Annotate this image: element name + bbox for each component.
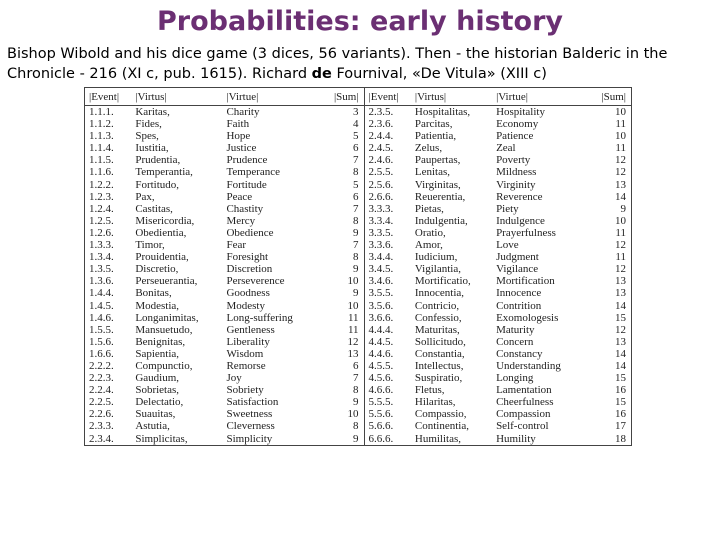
- cell-virtue: Modesty: [226, 299, 265, 312]
- table-row: [85, 142, 632, 154]
- cell-sum: 9: [353, 226, 359, 239]
- table-row: [85, 336, 632, 348]
- table-row: [85, 106, 632, 119]
- cell-sum: 11: [585, 251, 631, 263]
- cell-virtue: Faith: [226, 118, 250, 131]
- cell-event: 1.4.4.: [85, 287, 132, 299]
- cell-sum: 8: [353, 166, 359, 179]
- cell-event: 3.5.6.: [364, 300, 411, 312]
- cell-virtue: Fear: [226, 239, 247, 252]
- cell-sum: 12: [585, 324, 631, 336]
- cell-event: 2.4.5.: [364, 142, 411, 154]
- cell-virtue: Cleverness: [226, 420, 275, 433]
- cell-virtue: Joy: [226, 372, 242, 385]
- cell-sum: 9: [318, 433, 364, 446]
- cell-virtue: Mildness: [496, 166, 537, 179]
- cell-virtue: Concern: [496, 335, 534, 348]
- column-header-sum-right: |Sum|: [585, 88, 631, 106]
- cell-event: 1.2.4.: [85, 203, 132, 215]
- cell-event: 2.4.4.: [364, 130, 411, 142]
- cell-event: 3.4.4.: [364, 251, 411, 263]
- cell-virtue: Lamentation: [496, 384, 552, 397]
- cell-virtus: Discretio,: [135, 263, 179, 276]
- cell-virtus: Mortificatio,: [414, 275, 471, 288]
- column-header-sum-left: |Sum|: [318, 88, 364, 106]
- cell-sum: 7: [353, 372, 359, 385]
- cell-virtus: Suspiratio,: [414, 372, 463, 385]
- cell-event: 3.4.5.: [364, 263, 411, 275]
- table-row: [85, 118, 632, 130]
- cell-virtus: Hilaritas,: [414, 396, 456, 409]
- cell-sum: 12: [347, 335, 359, 348]
- table-row: [85, 287, 632, 299]
- cell-virtus: Spes,: [135, 130, 159, 143]
- cell-sum: 14: [585, 191, 631, 203]
- cell-event: 4.5.5.: [364, 360, 411, 372]
- cell-event: 1.2.2.: [85, 179, 132, 191]
- table-body: [85, 106, 632, 446]
- cell-event: 1.2.3.: [85, 191, 132, 203]
- cell-event: 1.3.6.: [85, 275, 132, 287]
- cell-virtus: Longanimitas,: [135, 311, 199, 324]
- table-row: [85, 191, 632, 203]
- cell-event: 1.4.5.: [85, 300, 132, 312]
- cell-sum: 9: [585, 203, 631, 215]
- cell-virtus: Temperantia,: [135, 166, 193, 179]
- cell-event: 1.3.3.: [85, 239, 132, 251]
- cell-virtus: Bonitas,: [135, 287, 172, 300]
- cell-sum: 13: [347, 347, 359, 360]
- column-header-virtue-left: |Virtue|: [222, 88, 317, 106]
- cell-event: 4.4.4.: [364, 324, 411, 336]
- cell-sum: 6: [353, 190, 359, 203]
- intro-text-start: Bishop Wibold and his dice game (3 dices, 56 variants). Then - the historian Balderic in the Chronicle - 216 (XI c, pub. 1615). Richard: [7, 46, 668, 82]
- cell-virtue: Mortification: [496, 275, 555, 288]
- cell-sum: 12: [585, 166, 631, 178]
- cell-event: 1.2.6.: [85, 227, 132, 239]
- cell-virtue: Maturity: [496, 323, 535, 336]
- cell-sum: 11: [585, 227, 631, 239]
- table-row: [85, 433, 632, 446]
- cell-sum: 13: [585, 179, 631, 191]
- cell-virtue: Hope: [226, 130, 251, 143]
- cell-event: 2.3.5.: [364, 106, 411, 119]
- table-row: [85, 263, 632, 275]
- cell-event: 1.1.5.: [85, 154, 132, 166]
- cell-sum: 9: [353, 263, 359, 276]
- cell-event: 2.3.3.: [85, 420, 132, 432]
- cell-virtus: Indulgentia,: [414, 214, 468, 227]
- cell-virtue: Patience: [496, 130, 534, 143]
- cell-virtus: Continentia,: [414, 420, 469, 433]
- cell-sum: 8: [353, 214, 359, 227]
- cell-virtus: Castitas,: [135, 202, 173, 215]
- column-header-virtus-left: |Virtus|: [131, 88, 222, 106]
- cell-virtus: Sollicitudo,: [414, 335, 466, 348]
- cell-event: 1.4.6.: [85, 312, 132, 324]
- table-row: [85, 312, 632, 324]
- cell-event: 1.1.4.: [85, 142, 132, 154]
- cell-virtus: Benignitas,: [135, 335, 186, 348]
- cell-virtue: Hospitality: [496, 106, 545, 118]
- table-row: [85, 420, 632, 432]
- cell-event: 3.3.5.: [364, 227, 411, 239]
- cell-virtus: Fletus,: [414, 384, 445, 397]
- cell-virtue: Indulgence: [496, 214, 545, 227]
- table-row: [85, 396, 632, 408]
- cell-event: 4.6.6.: [364, 384, 411, 396]
- cell-virtue: Chastity: [226, 202, 264, 215]
- intro-text-bold: de: [311, 66, 332, 82]
- table-row: [85, 324, 632, 336]
- cell-event: 1.3.5.: [85, 263, 132, 275]
- cell-virtue: Foresight: [226, 251, 269, 264]
- cell-virtus: Suauitas,: [135, 408, 176, 421]
- cell-virtus: Intellectus,: [414, 359, 464, 372]
- cell-virtue: Temperance: [226, 166, 281, 179]
- cell-virtus: Paupertas,: [414, 154, 461, 167]
- cell-virtue: Prudence: [226, 154, 268, 167]
- cell-virtus: Modestia,: [135, 299, 180, 312]
- cell-sum: 6: [353, 359, 359, 372]
- cell-virtue: Simplicity: [222, 433, 317, 446]
- cell-virtus: Zelus,: [414, 142, 443, 155]
- table-row: [85, 154, 632, 166]
- cell-virtus: Delectatio,: [135, 396, 184, 409]
- cell-virtue: Peace: [226, 190, 253, 203]
- cell-event: 2.6.6.: [364, 191, 411, 203]
- virtues-table: [84, 87, 632, 446]
- cell-event: 2.4.6.: [364, 154, 411, 166]
- cell-virtus: Reuerentia,: [414, 190, 466, 203]
- table-row: [85, 166, 632, 178]
- cell-virtus: Compassio,: [414, 408, 467, 421]
- virtues-table-scan: [84, 87, 632, 521]
- cell-event: 5.6.6.: [364, 420, 411, 432]
- cell-virtue: Longing: [496, 372, 534, 385]
- slide-title: Probabilities: early history: [156, 6, 564, 37]
- table-row: [85, 408, 632, 420]
- cell-virtus: Karitas,: [135, 106, 170, 118]
- cell-virtue: Zeal: [496, 142, 516, 155]
- cell-virtus: Prouidentia,: [135, 251, 189, 264]
- cell-virtus: Iudicium,: [414, 251, 458, 264]
- cell-virtus: Misericordia,: [135, 214, 195, 227]
- cell-virtue: Sobriety: [226, 384, 264, 397]
- cell-event: 2.2.4.: [85, 384, 132, 396]
- cell-virtus: Sapientia,: [135, 347, 180, 360]
- cell-virtue: Compassion: [496, 408, 551, 421]
- cell-virtue: Love: [496, 239, 519, 252]
- cell-sum: 5: [353, 130, 359, 143]
- cell-virtue: Reverence: [496, 190, 543, 203]
- cell-event: 1.1.3.: [85, 130, 132, 142]
- cell-sum: 15: [585, 396, 631, 408]
- cell-virtus: Simplicitas,: [131, 433, 222, 446]
- cell-virtus: Humilitas,: [411, 433, 492, 446]
- cell-sum: 13: [585, 275, 631, 287]
- cell-virtue: Remorse: [226, 359, 266, 372]
- cell-event: 1.5.6.: [85, 336, 132, 348]
- cell-event: 1.1.6.: [85, 166, 132, 178]
- cell-sum: 3: [353, 106, 359, 118]
- cell-virtus: Contricio,: [414, 299, 460, 312]
- cell-virtue: Liberality: [226, 335, 270, 348]
- cell-event: 2.2.2.: [85, 360, 132, 372]
- cell-virtue: Poverty: [496, 154, 531, 167]
- cell-virtus: Virginitas,: [414, 178, 461, 191]
- cell-virtue: Mercy: [226, 214, 256, 227]
- cell-virtus: Astutia,: [135, 420, 170, 433]
- table-row: [85, 372, 632, 384]
- cell-sum: 10: [347, 408, 359, 421]
- cell-virtue: Satisfaction: [226, 396, 279, 409]
- cell-virtue: Fortitude: [226, 178, 267, 191]
- cell-sum: 14: [585, 348, 631, 360]
- cell-virtue: Understanding: [496, 359, 561, 372]
- cell-sum: 12: [585, 154, 631, 166]
- cell-event: 2.5.5.: [364, 166, 411, 178]
- cell-event: 4.4.6.: [364, 348, 411, 360]
- cell-event: 3.5.5.: [364, 287, 411, 299]
- cell-virtue: Discretion: [226, 263, 273, 276]
- cell-virtue: Self-control: [496, 420, 549, 433]
- cell-virtus: Oratio,: [414, 226, 446, 239]
- cell-event: 5.5.6.: [364, 408, 411, 420]
- cell-virtue: Prayerfulness: [496, 226, 556, 239]
- cell-virtue: Virginity: [496, 178, 536, 191]
- cell-sum: 15: [585, 312, 631, 324]
- cell-virtus: Parcitas,: [414, 118, 453, 131]
- cell-sum: 10: [347, 275, 359, 288]
- table-row: [85, 227, 632, 239]
- cell-sum: 7: [353, 202, 359, 215]
- cell-event: 2.2.3.: [85, 372, 132, 384]
- cell-event: 1.3.4.: [85, 251, 132, 263]
- cell-event: 2.2.5.: [85, 396, 132, 408]
- cell-event: 6.6.6.: [364, 433, 411, 446]
- cell-event: 1.2.5.: [85, 215, 132, 227]
- cell-sum: 12: [585, 263, 631, 275]
- cell-event: 2.3.4.: [85, 433, 132, 446]
- cell-virtus: Amor,: [414, 239, 443, 252]
- cell-event: 3.6.6.: [364, 312, 411, 324]
- cell-virtus: Obedientia,: [135, 226, 187, 239]
- cell-event: 5.5.5.: [364, 396, 411, 408]
- table-row: [85, 130, 632, 142]
- cell-virtue: Vigilance: [496, 263, 539, 276]
- table-row: [85, 215, 632, 227]
- cell-virtus: Sobrietas,: [135, 384, 180, 397]
- cell-sum: 13: [585, 287, 631, 299]
- cell-sum: 16: [585, 408, 631, 420]
- cell-sum: 11: [585, 118, 631, 130]
- cell-event: 1.5.5.: [85, 324, 132, 336]
- table-row: [85, 384, 632, 396]
- cell-sum: 10: [347, 299, 359, 312]
- column-header-virtue-right: |Virtue|: [492, 88, 585, 106]
- intro-paragraph: [7, 44, 717, 84]
- table-row: [85, 275, 632, 287]
- cell-sum: 11: [347, 323, 359, 336]
- cell-virtus: Timor,: [135, 239, 165, 252]
- cell-virtue: Charity: [226, 106, 260, 118]
- cell-virtus: Prudentia,: [135, 154, 181, 167]
- cell-event: 1.1.1.: [85, 106, 132, 119]
- cell-virtue: Obedience: [226, 226, 274, 239]
- cell-event: 3.3.6.: [364, 239, 411, 251]
- table-row: [85, 203, 632, 215]
- cell-event: 2.2.6.: [85, 408, 132, 420]
- cell-sum: 15: [585, 372, 631, 384]
- cell-virtue: Constancy: [496, 347, 543, 360]
- table-row: [85, 179, 632, 191]
- cell-event: 1.1.2.: [85, 118, 132, 130]
- table-header-row: [85, 88, 632, 106]
- cell-virtus: Lenitas,: [414, 166, 451, 179]
- cell-event: 2.3.6.: [364, 118, 411, 130]
- cell-event: 3.4.6.: [364, 275, 411, 287]
- cell-virtus: Compunctio,: [135, 359, 193, 372]
- cell-virtue: Piety: [496, 202, 519, 215]
- cell-virtus: Perseuerantia,: [135, 275, 198, 288]
- column-header-virtus-right: |Virtus|: [411, 88, 492, 106]
- cell-virtue: Sweetness: [226, 408, 273, 421]
- cell-sum: 10: [585, 215, 631, 227]
- cell-virtue: Contrition: [496, 299, 542, 312]
- cell-sum: 8: [353, 384, 359, 397]
- cell-virtus: Pietas,: [414, 202, 444, 215]
- cell-virtue: Goodness: [226, 287, 270, 300]
- table-row: [85, 348, 632, 360]
- cell-sum: 18: [585, 433, 631, 446]
- cell-sum: 17: [585, 420, 631, 432]
- cell-virtue: Gentleness: [226, 323, 275, 336]
- cell-event: 4.4.5.: [364, 336, 411, 348]
- cell-sum: 13: [585, 336, 631, 348]
- cell-virtus: Gaudium,: [135, 372, 180, 385]
- cell-event: 4.5.6.: [364, 372, 411, 384]
- cell-virtus: Pax,: [135, 190, 155, 203]
- cell-sum: 10: [585, 106, 631, 119]
- cell-virtus: Confessio,: [414, 311, 462, 324]
- cell-sum: 12: [585, 239, 631, 251]
- cell-sum: 7: [353, 154, 359, 167]
- cell-virtus: Iustitia,: [135, 142, 169, 155]
- cell-virtue: Perseverence: [226, 275, 285, 288]
- cell-virtue: Long-suffering: [226, 311, 293, 324]
- cell-virtus: Maturitas,: [414, 323, 460, 336]
- cell-virtus: Patientia,: [414, 130, 457, 143]
- cell-virtus: Innocentia,: [414, 287, 465, 300]
- table-row: [85, 239, 632, 251]
- table-row: [85, 251, 632, 263]
- table-row: [85, 300, 632, 312]
- cell-sum: 8: [353, 420, 359, 433]
- cell-sum: 14: [585, 360, 631, 372]
- cell-virtue: Economy: [496, 118, 539, 131]
- cell-virtue: Judgment: [496, 251, 539, 264]
- cell-sum: 5: [353, 178, 359, 191]
- cell-virtus: Fides,: [135, 118, 162, 131]
- cell-virtus: Vigilantia,: [414, 263, 461, 276]
- cell-sum: 14: [585, 300, 631, 312]
- cell-virtus: Constantia,: [414, 347, 465, 360]
- table-row: [85, 360, 632, 372]
- cell-sum: 11: [347, 311, 359, 324]
- cell-virtue: Cheerfulness: [496, 396, 554, 409]
- intro-text-end: Fournival, «De Vitula» (XIII c): [331, 66, 547, 82]
- cell-virtue: Wisdom: [226, 347, 264, 360]
- cell-sum: 9: [353, 287, 359, 300]
- cell-sum: 11: [585, 142, 631, 154]
- cell-virtue: Innocence: [496, 287, 542, 300]
- cell-sum: 10: [585, 130, 631, 142]
- cell-sum: 6: [353, 142, 359, 155]
- cell-event: 3.3.4.: [364, 215, 411, 227]
- cell-event: 3.3.3.: [364, 203, 411, 215]
- cell-virtus: Hospitalitas,: [414, 106, 471, 118]
- cell-sum: 16: [585, 384, 631, 396]
- cell-virtue: Exomologesis: [496, 311, 559, 324]
- cell-sum: 8: [353, 251, 359, 264]
- cell-virtue: Justice: [226, 142, 257, 155]
- cell-virtus: Mansuetudo,: [135, 323, 193, 336]
- column-header-event-right: |Event|: [364, 88, 411, 106]
- cell-event: 1.6.6.: [85, 348, 132, 360]
- cell-virtus: Fortitudo,: [135, 178, 180, 191]
- column-header-event-left: |Event|: [85, 88, 132, 106]
- cell-sum: 9: [353, 396, 359, 409]
- cell-sum: 7: [353, 239, 359, 252]
- cell-virtue: Humility: [492, 433, 585, 446]
- cell-event: 2.5.6.: [364, 179, 411, 191]
- cell-sum: 4: [353, 118, 359, 131]
